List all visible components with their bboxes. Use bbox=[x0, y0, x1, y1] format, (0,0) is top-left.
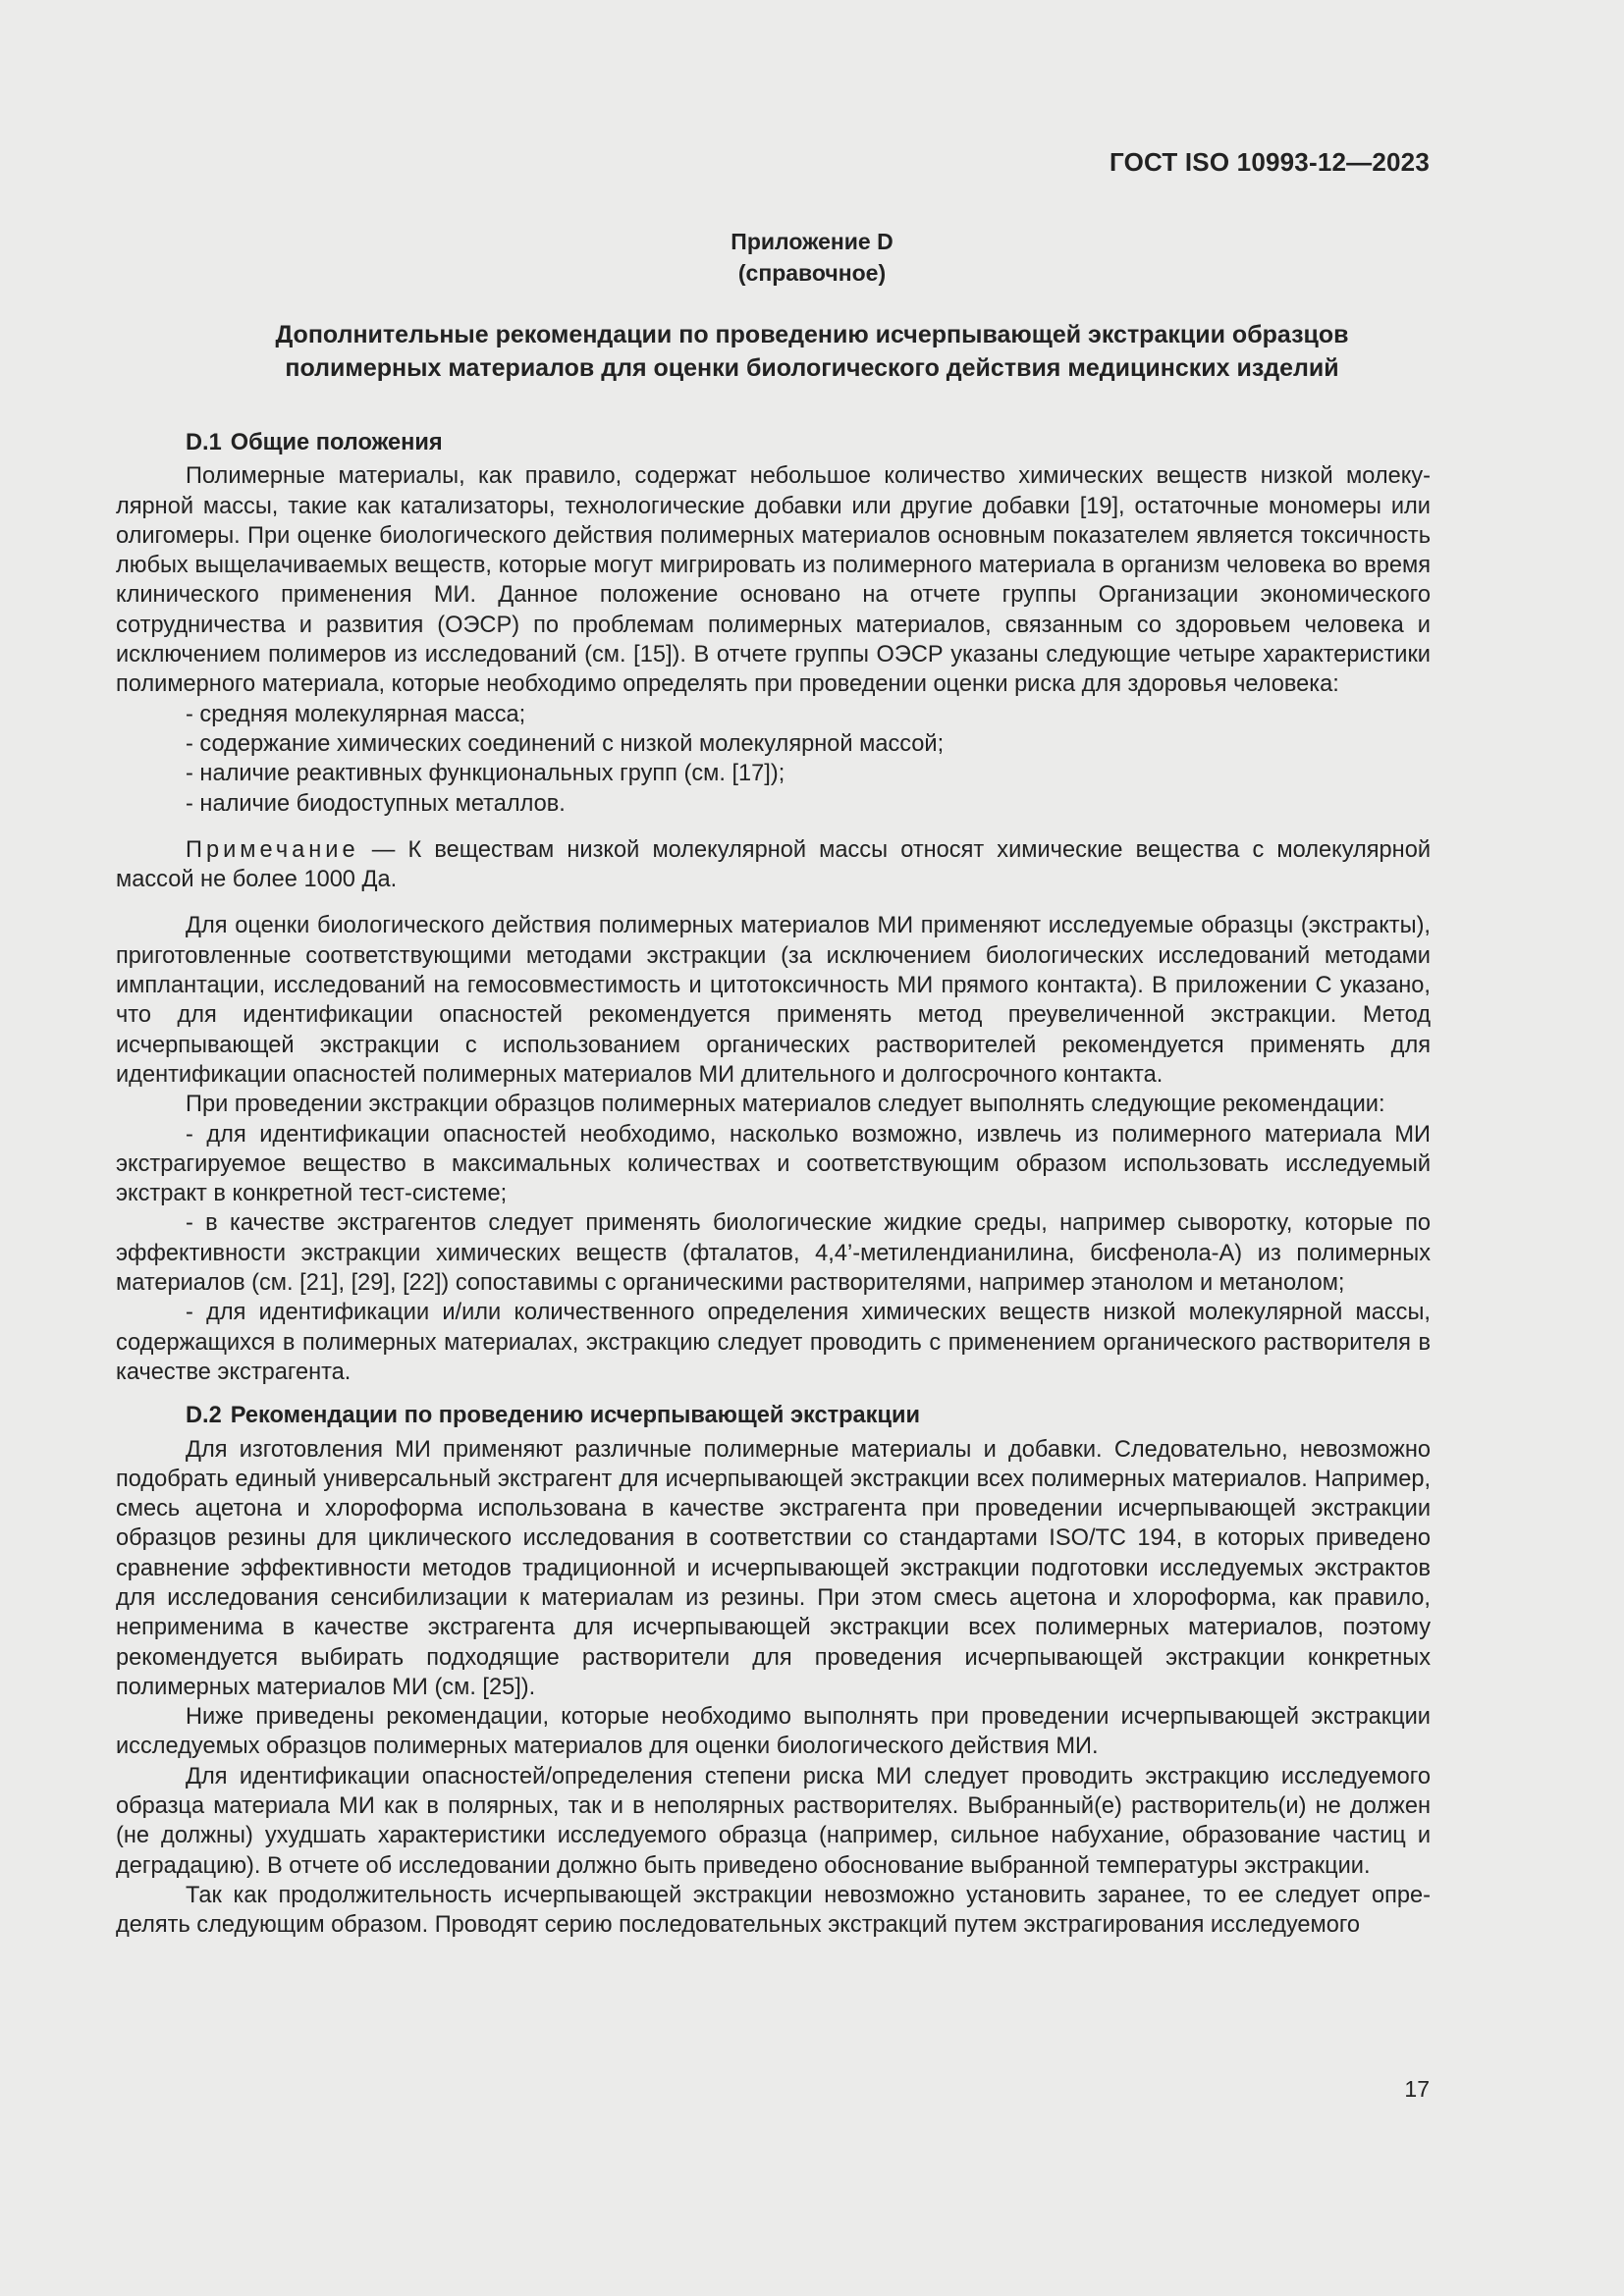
note-label: Примечание bbox=[186, 836, 359, 863]
section-title: Общие положения bbox=[230, 430, 443, 455]
section-heading-d1 bbox=[186, 428, 1431, 457]
annex-label: Приложение D bbox=[731, 229, 893, 254]
paragraph: Полимерные материалы, как правило, содержат небольшое количество химических веществ низкой молекулярной массы, такие как катализаторы, технологические добавки или другие добавки [19], остаточные мономеры или олигомеры. При оценке биологического действия полимерных материалов основным показателем является токсичность любых выщелачиваемых веществ, которые могут мигрировать из полимерного материала в организм человека во время клинического применения МИ. Данное положение основано на отчете группы Организации экономического сотрудничества и развития (ОЭСР) по проблемам полимерных материалов, связанным со здоровьем человека и исключением полимеров из исследований (см. [15]). В отчете группы ОЭСР указаны следующие четыре характеристики полимерного материала, которые необходимо определять при проведении оценки риска для здоровья человека: bbox=[116, 463, 1431, 698]
note-text: — К веществам низкой молекулярной массы относят химические вещества с молекулярной массой не более 1000 Да. bbox=[116, 836, 1431, 893]
list-item: - содержание химических соединений с низкой молекулярной массой; bbox=[186, 730, 945, 757]
annex-type: (справочное) bbox=[737, 260, 887, 286]
page-number: 17 bbox=[1404, 2076, 1430, 2102]
note bbox=[116, 835, 1431, 895]
paragraph: Для изготовления МИ применяют различные полимерные материалы и добавки. Следовательно, невозможно подобрать единый универсальный экстрагент для исчерпывающей экстракции всех полимерных материалов. Например, смесь ацетона и хлороформа использована в качестве экстрагента при проведении исчерпывающей экстракции образцов резины для циклического исследования в соответствии со стандартами ISO/TC 194, в которых приведено сравнение эффективности методов традиционной и исчерпывающей экстракции подготовки исследуемых экстрактов для исследования сенсибилизации к материалам из резины. При этом смесь ацетона и хлороформа, как правило, неприменима в качестве экстрагента для исчерпывающей экстракции всех полимерных материалов, поэтому рекомендуется выбирать подходящие растворители для проведения исчерпывающей экстракции конкретных полимерных материалов МИ (см. [25]). bbox=[116, 1436, 1431, 1700]
annex-title bbox=[147, 318, 1477, 385]
paragraph: Для оценки биологического действия полимерных материалов МИ применяют исследуемые образцы (экстракты), приготовленные соответствующими методами экстракции (за исключением биологических исследований методами имплантации, исследований на гемосовместимость и цитотоксичность МИ прямого контакта). В приложении С указано, что для идентификации опасностей рекомендуется применять метод преувеличенной экстракции. Метод исчерпывающей экстракции с использованием органических растворителей рекомендуется применять для идентификации опасностей полимерных материалов МИ длительного и долгосрочного контакта. bbox=[116, 913, 1431, 1088]
list-item: - средняя молекулярная масса; bbox=[186, 701, 526, 727]
section-heading-d2 bbox=[186, 1401, 1431, 1430]
section-number: D.2 bbox=[186, 1403, 222, 1429]
document-body bbox=[116, 428, 1431, 1941]
paragraph: Так как продолжительность исчерпывающей экстракции невозможно установить заранее, то ее следует определять следующим образом. Проводят серию последовательных экстракций путем экстрагирования исследуемого bbox=[116, 1882, 1431, 1939]
paragraph: Ниже приведены рекомендации, которые необходимо выполнять при проведении исчерпывающей экстракции исследуемых образцов полимерных материалов для оценки биологического действия МИ. bbox=[116, 1704, 1431, 1760]
section-number: D.1 bbox=[186, 430, 222, 455]
list-item: - наличие реактивных функциональных групп (см. [17]); bbox=[186, 761, 785, 787]
list-item: - наличие биодоступных металлов. bbox=[186, 790, 566, 817]
paragraph: При проведении экстракции образцов полимерных материалов следует выполнять следующие рекомендации: bbox=[186, 1092, 1385, 1118]
annex-title-line-1: Дополнительные рекомендации по проведению исчерпывающей экстракции образцов bbox=[275, 321, 1349, 348]
annex-heading bbox=[0, 226, 1624, 289]
standard-designation: ГОСТ ISO 10993-12—2023 bbox=[1110, 147, 1430, 177]
recommendation-item: - для идентификации и/или количественного определения химических веществ низкой молекулярной массы, содержащихся в полимерных материалах, экстракцию следует проводить с применением органического растворителя в качестве экстрагента. bbox=[116, 1300, 1431, 1385]
annex-title-line-2: полимерных материалов для оценки биологического действия медицинских изделий bbox=[285, 354, 1339, 382]
paragraph: Для идентификации опасностей/определения степени риска МИ следует проводить экстракцию исследуемого образца материала МИ как в полярных, так и в неполярных растворителях. Выбранный(е) растворитель(и) не должен (не должны) ухудшать характеристики исследуемого образца (например, сильное набухание, образование частиц и деградацию). В отчете об исследовании должно быть приведено обоснование выбранной температуры экстракции. bbox=[116, 1763, 1431, 1879]
recommendation-item: - для идентификации опасностей необходимо, насколько возможно, извлечь из полимерного материала МИ экстрагируемое вещество в максимальных количествах и соответствующим образом использовать исследуемый экстракт в конкретной тест-системе; bbox=[116, 1121, 1431, 1207]
section-title: Рекомендации по проведению исчерпывающей экстракции bbox=[230, 1403, 921, 1429]
recommendation-item: - в качестве экстрагентов следует применять биологические жидкие среды, например сыворотку, которые по эффективности экстракции химических веществ (фталатов, 4,4’-метилендианилина, бисфенола-А) из полимерных материалов (см. [21], [29], [22]) сопоставимы с органическими растворителями, например этанолом и метанолом; bbox=[116, 1210, 1431, 1297]
